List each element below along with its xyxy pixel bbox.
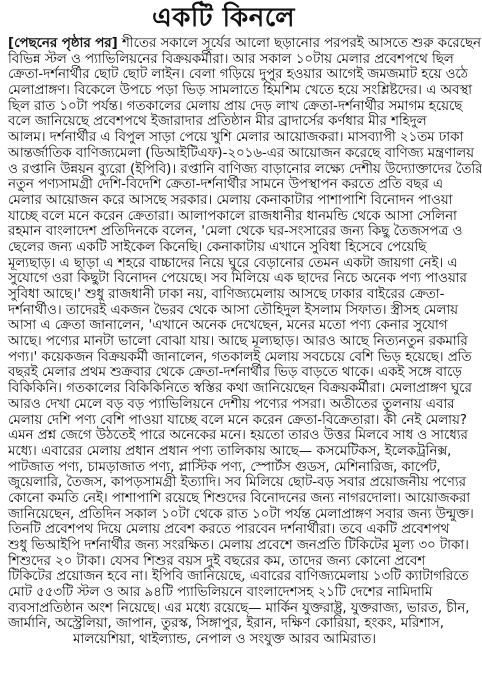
article-line: শুধু ভিআইপি দর্শনার্থীর জন্য সংরক্ষিত। মেলায় প্রবেশে জনপ্রতি টিকিটের মূল্য ৩০ টাকা। bbox=[8, 538, 469, 553]
article-line: ও রপ্তানি উন্নয়ন ব্যুরো (ইপিবি)। রপ্তানি বাণিজ্য বাড়ানোর লক্ষ্যে দেশীয় উদ্যোক্তাদের তৈরি bbox=[8, 161, 482, 177]
article-line: রহমান বাংলাদেশ প্রতিদিনকে বলেন, 'মেলা থেকে ঘর-সংসারের জন্য কিছু তৈজসপত্র ও bbox=[8, 224, 463, 240]
article-line: এমন প্রশ্ন জেগে উঠতেই পারে অনেকের মনে। হয়তো তারও উত্তর মিলবে সাধ ও সাধ্যের bbox=[8, 428, 468, 444]
article-line: পাটজাত পণ্য, চামড়াজাত পণ্য, প্লাস্টিক পণ্য, স্পোর্টস গুডস, মেশিনারিজ, কার্পেট, bbox=[8, 459, 441, 475]
article-line: আরও দেখা মেলে বড় বড় প্যাভিলিয়নে দেশীয় পণ্যের পসরা। অতীতের তুলনায় এবার bbox=[8, 396, 455, 412]
article-line: বলে জানিয়েছে প্রবেশপথে ইজারাদার প্রতিষ্ঠান মীর ব্রাদার্সের কর্ণধার মীর শহিদুল bbox=[8, 114, 427, 130]
article-line: নতুন পণ্যসামগ্রী দেশি-বিদেশি ক্রেতা-দর্শনার্থীর সামনে উপস্থাপন করতে প্রতি বছর এ bbox=[8, 177, 444, 193]
article-line: বছরই মেলার প্রথম শুক্রবার থেকে ক্রেতা-দর্শনার্থীর ভিড় বাড়তে থাকে। একই সঙ্গে বাড়ে bbox=[8, 365, 462, 381]
article-line: সুবিধা আছে।' শুধু রাজধানী ঢাকা নয়, বাণিজ্যমেলায় আসছে ঢাকার বাইরের ক্রেতা- bbox=[8, 287, 445, 302]
article-line: আছে। পণ্যের মানটা ভালো বোঝা যায়। আছে মূল্যছাড়। আরও আছে নিত্যনতুন রকমারি bbox=[8, 334, 468, 350]
article-line: মূল্যছাড়। এ ছাড়া এ শহরে বাচ্চাদের নিয়ে ঘুরে বেড়ানোর তেমন একটা জায়গা নেই। এ bbox=[8, 255, 458, 271]
article-line: মালয়েশিয়া, থাইল্যান্ড, নেপাল ও সংযুক্ত আরব আমিরাত। bbox=[73, 632, 376, 648]
article-line: কোনো কমতি নেই। পাশাপাশি রয়েছে শিশুদের বিনোদনের জন্য নাগরদোলা। আয়োজকরা bbox=[8, 490, 471, 506]
article-line: পণ্য।' কয়েকজন বিক্রয়কর্মী জানালেন, গতকালই মেলায় সবচেয়ে বেশি ভিড় হয়েছে। প্রতি bbox=[8, 349, 472, 365]
article-line: মেলার আয়োজন করে আসছে সরকার। মেলায় কেনাকাটার পাশাপাশি বিনোদন পাওয়া bbox=[8, 192, 453, 208]
article-body bbox=[8, 36, 482, 672]
article-line: জানিয়েছেন, প্রতিদিন সকাল ১০টা থেকে রাত ১০টা পর্যন্ত মেলাপ্রাঙ্গণ সবার জন্য উন্মুক্ত। bbox=[8, 506, 474, 522]
article-line: ছেলের জন্য একটি সাইকেল কিনেছি। কেনাকাটায় এখানে সুবিধা হিসেবে পেয়েছি bbox=[8, 239, 427, 255]
article-line: আসা এ ক্রেতা জানালেন, 'এখানে অনেক দেখেছেন, মনের মতো পণ্য কেনার সুযোগ bbox=[8, 318, 448, 334]
article-line: ব্যবসাপ্রতিষ্ঠান অংশ নিয়েছে। এর মধ্যে রয়েছে— মার্কিন যুক্তরাষ্ট্র, যুক্তরাজ্য, ভারত, চীন, bbox=[8, 600, 470, 616]
headline-area bbox=[8, 0, 439, 36]
article-line: দর্শনার্থীও। তাদেরই একজন ভৈরব থেকে আসা তৌহিদুল ইসলাম সিফাত। স্ত্রীসহ মেলায় bbox=[8, 302, 459, 318]
article-line: মেলায় দেশি পণ্য বেশি পাওয়া যাচ্ছে বলে মনে করেন ক্রেতা-বিক্রেতারা। কী নেই মেলায়? bbox=[8, 412, 467, 428]
article-line: শিশুদের ২০ টাকা। যেসব শিশুর বয়স দুই বছরের কম, তাদের জন্য কোনো প্রবেশ bbox=[8, 553, 426, 569]
article-line: ছিল রাত ১০টা পর্যন্ত। গতকালের মেলায় প্রায় দেড় লাখ ক্রেতা-দর্শনার্থীর সমাগম হয়েছে bbox=[8, 98, 463, 114]
article-line: টিকিটের প্রয়োজন হবে না। ইপিবি জানিয়েছে, এবারের বাণিজ্যমেলায় ১৩টি ক্যাটাগরিতে bbox=[8, 569, 469, 585]
article-title: একটি কিনলে bbox=[151, 3, 296, 33]
article-line: জুয়েলারি, তৈজস, কাপড়সামগ্রী ইত্যাদি। সব মিলিয়ে ছোট-বড় সবার প্রয়োজনীয় পণ্যের bbox=[8, 475, 466, 491]
article-line: যাচ্ছে বলে মনে করেন ক্রেতারা। আলাপকালে রাজধানীর ধানমন্ডি থেকে আসা সেলিনা bbox=[8, 208, 457, 224]
article-line bbox=[8, 36, 481, 52]
article-line: জার্মানি, অস্ট্রেলিয়া, জাপান, তুরস্ক, সিঙ্গাপুর, ইরান, দক্ষিণ কোরিয়া, হংকং, মরিশাস, bbox=[8, 616, 444, 632]
article-line: বিকিকিনি। গতকালের বিকিকিনিতে স্বস্তির কথা জানিয়েছেন বিক্রয়কর্মীরা। মেলাপ্রাঙ্গণ ঘুরে bbox=[8, 381, 472, 397]
article-line: সুযোগে ওরা কিছুটা বিনোদন পেয়েছে। সব মিলিয়ে এক ছাদের নিচে অনেক পণ্য পাওয়ার bbox=[8, 271, 467, 287]
article-line: মেলাপ্রাঙ্গণ। বিকেলে উপচে পড়া ভিড় সামলাতে হিমশিম খেতে হয়ে সংশ্লিষ্টদের। এ অবস্থা bbox=[8, 83, 473, 99]
article-line: আলম। দর্শনার্থীর এ বিপুল সাড়া পেয়ে খুশি মেলার আয়োজকরা। মাসব্যাপী ২১তম ঢাকা bbox=[8, 130, 464, 146]
article-line: মোট ৫৫৩টি স্টল ও আর ৯৪টি প্যাভিলিয়নে বাংলাদেশসহ ২১টি দেশের নামিদামি bbox=[8, 585, 433, 601]
article-line: বিভিন্ন স্টল ও প্যাভিলিয়নের বিক্রয়কর্মীরা। আর সকাল ১০টায় মেলার প্রবেশপথে ছিল bbox=[8, 51, 454, 67]
article-line-text: শীতের সকালে সূর্যের আলো ছড়ানোর পরপরই আসতে শুরু করেছেন bbox=[117, 36, 481, 51]
article-line: ক্রেতা-দর্শনার্থীর ছোট ছোট লাইন। বেলা গড়িয়ে দুপুর হওয়ার আগেই জমজমাট হয়ে ওঠে bbox=[8, 67, 468, 83]
article-line: মধ্যে। এবারের মেলায় প্রধান প্রধান পণ্য তালিকায় আছে— কসমেটিকস, ইলেকট্রনিক্স, bbox=[8, 443, 452, 459]
article-line: তিনটি প্রবেশপথ দিয়ে মেলায় প্রবেশ করতে পারবেন দর্শনার্থীরা। তবে একটি প্রবেশপথ bbox=[8, 522, 450, 538]
article-line: আন্তর্জাতিক বাণিজ্যমেলা (ডিআইটিএফ)-২০১৬-এর আয়োজন করেছে বাণিজ্য মন্ত্রণালয় bbox=[8, 145, 474, 161]
continued-from-label: [পেছনের পৃষ্ঠার পর] bbox=[8, 36, 118, 51]
